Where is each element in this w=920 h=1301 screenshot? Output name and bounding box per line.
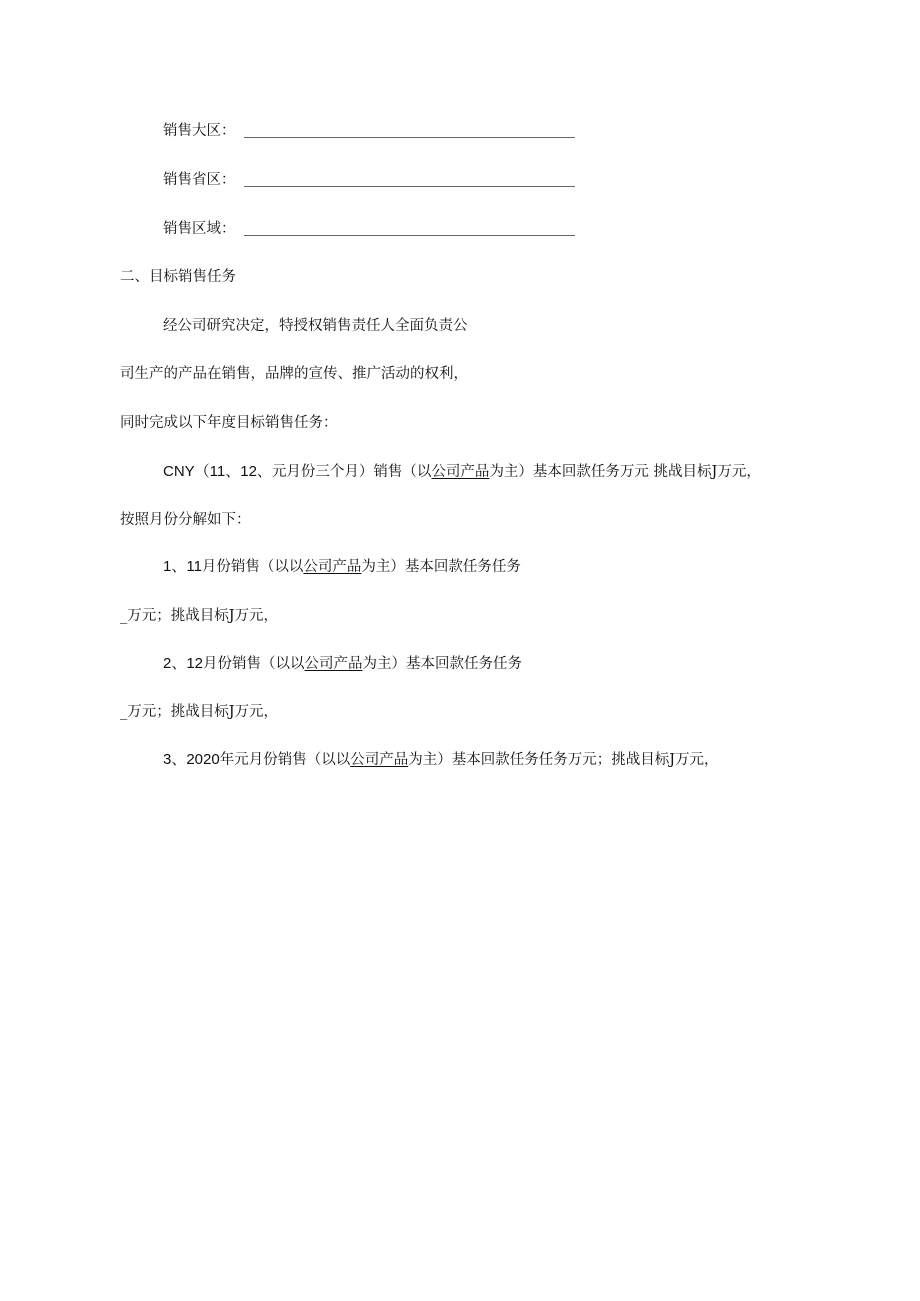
paragraph-line: 同时完成以下年度目标销售任务： (120, 415, 338, 431)
item-continuation: _万元；挑战目标J万元， (120, 608, 279, 624)
company-products-underlined: 公司产品 (303, 559, 362, 575)
section-heading: 二、目标销售任务 (120, 269, 236, 285)
cny-target-line (163, 462, 761, 482)
item-text: 月份销售（以以 (203, 656, 305, 672)
field-label: 销售省区： (163, 172, 236, 188)
blank-line[interactable] (244, 235, 575, 236)
blank-line[interactable] (244, 186, 575, 187)
challenge-target: 挑战目标J万元， (653, 464, 761, 480)
list-item (163, 750, 719, 770)
paragraph-line: 司生产的产品在销售，品牌的宣传、推广活动的权利， (120, 366, 468, 382)
cny-text: 为主）基本回款任务万元 (489, 464, 649, 480)
item-number: 2、12 (163, 655, 204, 672)
item-continuation: _万元；挑战目标J万元， (120, 704, 279, 720)
company-products-underlined: 公司产品 (350, 752, 409, 768)
company-products-underlined: 公司产品 (431, 464, 490, 480)
item-text: 为主）基本回款任务任务万元；挑战目标J万元， (408, 752, 719, 768)
field-label: 销售大区： (163, 123, 236, 139)
item-number: 1、11 (163, 558, 202, 575)
blank-line[interactable] (244, 137, 575, 138)
company-products-underlined: 公司产品 (304, 656, 363, 672)
paragraph-line: 按照月份分解如下： (120, 512, 251, 528)
list-item (163, 557, 521, 577)
list-item (163, 654, 522, 674)
item-text: 为主）基本回款任务任务 (362, 656, 523, 672)
item-text: 为主）基本回款任务任务 (361, 559, 521, 575)
item-number: 3、2020 (163, 751, 220, 768)
item-text: 年元月份销售（以以 (219, 752, 351, 768)
item-text: 月份销售（以以 (201, 559, 304, 575)
cny-text: 元月份三个月）销售（以 (271, 464, 432, 480)
field-label: 销售区域： (163, 221, 236, 237)
cny-prefix: CNY（11、12、 (163, 463, 272, 480)
paragraph-line: 经公司研究决定，特授权销售责任人全面负责公 (163, 318, 468, 334)
